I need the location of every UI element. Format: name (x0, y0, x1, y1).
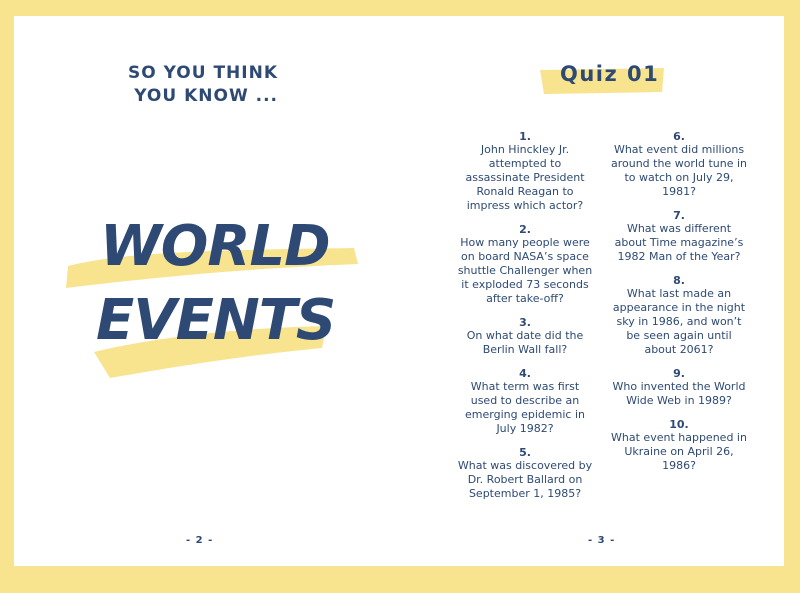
question-number: 10. (669, 418, 689, 431)
question-item (456, 130, 594, 213)
question-number: 2. (519, 223, 531, 236)
question-text: On what date did the Berlin Wall fall? (466, 329, 584, 356)
question-item (610, 130, 748, 199)
question-text: What event happened in Ukraine on April 26, 1986? (611, 431, 747, 472)
question-item (456, 223, 594, 306)
question-text: John Hinckley Jr. attempted to assassinate President Ronald Reagan to impress which actor? (465, 143, 585, 212)
question-item (610, 418, 748, 473)
question-number: 4. (519, 367, 531, 380)
question-number: 8. (673, 274, 685, 287)
question-number: 9. (673, 367, 685, 380)
question-text: What was discovered by Dr. Robert Ballard on September 1, 1985? (457, 459, 593, 500)
title-line-2: EVENTS (96, 288, 336, 353)
question-text: What event did millions around the world tune in to watch on July 29, 1981? (610, 143, 748, 198)
question-text: What was different about Time magazine’s 1982 Man of the Year? (614, 222, 744, 263)
quiz-label: Quiz 01 (560, 62, 660, 86)
question-item (610, 209, 748, 264)
question-text: How many people were on board NASA’s space shuttle Challenger when it exploded 73 seconds after take-off? (457, 236, 593, 305)
question-item (610, 274, 748, 357)
kicker-heading (118, 62, 278, 108)
question-item (456, 367, 594, 436)
question-number: 6. (673, 130, 685, 143)
question-item (610, 367, 748, 408)
title-line-1: WORLD (100, 214, 330, 279)
question-number: 7. (673, 209, 685, 222)
question-number: 1. (519, 130, 531, 143)
question-text: Who invented the World Wide Web in 1989? (612, 380, 746, 407)
question-text: What term was first used to describe an emerging epidemic in July 1982? (465, 380, 585, 435)
question-text: What last made an appearance in the night sky in 1986, and won’t be seen again until about 2061? (612, 287, 746, 356)
question-number: 3. (519, 316, 531, 329)
questions-column-left (456, 130, 594, 511)
kicker-line-2: YOU KNOW ... (134, 86, 278, 106)
question-item (456, 316, 594, 357)
question-number: 5. (519, 446, 531, 459)
question-item (456, 446, 594, 501)
kicker-line-1: SO YOU THINK (127, 63, 278, 83)
page-number-right: - 3 - (588, 535, 616, 546)
questions-column-right (610, 130, 748, 483)
page-number-left: - 2 - (186, 535, 214, 546)
